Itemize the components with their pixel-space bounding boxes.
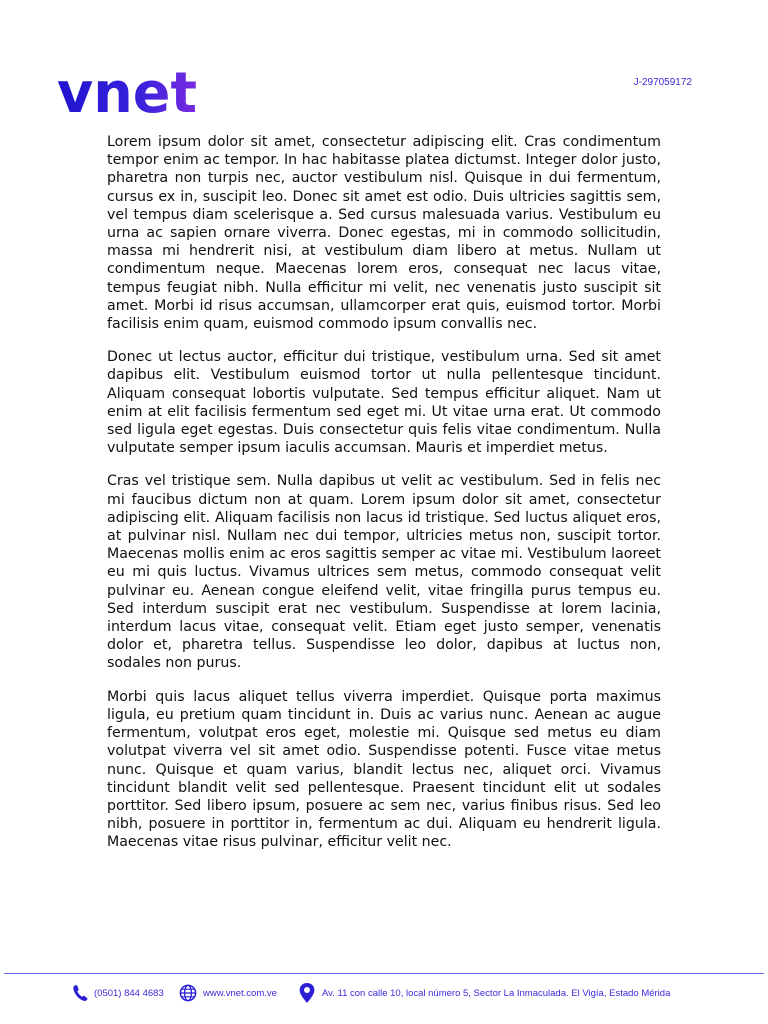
phone-number: (0501) 844 4683 bbox=[94, 987, 164, 999]
footer-website bbox=[179, 981, 277, 1005]
footer-divider bbox=[4, 973, 764, 974]
website-link[interactable]: www.vnet.com.ve bbox=[203, 987, 277, 999]
footer bbox=[72, 981, 712, 1005]
vnet-logo bbox=[57, 62, 199, 118]
footer-address bbox=[298, 981, 670, 1005]
address-text: Av. 11 con calle 10, local número 5, Sector La Inmaculada. El Vigía, Estado Mérida bbox=[322, 987, 671, 999]
document-id: J-297059172 bbox=[633, 77, 692, 88]
paragraph: Lorem ipsum dolor sit amet, consectetur adipiscing elit. Cras condimentum tempor enim ac tempor. In hac habitasse platea dictumst. Integer dolor justo, pharetra non turpis nec, auctor vestibulum nisl. Quisque in dui fermentum, cursus ex in, suscipit leo. Donec sit amet est odio. Duis ultricies sagittis sem, vel tempus diam scelerisque a. Sed cursus malesuada varius. Vestibulum eu urna ac sapien ornare viverra. Donec egestas, mi in commodo sollicitudin, massa mi hendrerit nisi, at vestibulum diam libero at metus. Nullam ut condimentum neque. Maecenas lorem eros, consequat nec lacus vitae, tempus feugiat nibh. Nulla efficitur mi velit, nec venenatis justo suscipit sit amet. Morbi id risus accumsan, ullamcorper erat quis, euismod tortor. Morbi facilisis enim quam, euismod commodo ipsum convallis nec. bbox=[107, 134, 661, 333]
footer-phone bbox=[72, 981, 164, 1005]
phone-icon bbox=[72, 984, 88, 1002]
paragraph: Cras vel tristique sem. Nulla dapibus ut velit ac vestibulum. Sed in felis nec mi faucibus dictum non at quam. Lorem ipsum dolor sit amet, consectetur adipiscing elit. Aliquam facilisis non lacus id tristique. Sed luctus aliquet eros, at pulvinar nisl. Nullam nec dui tempor, ultricies metus non, suscipit tortor. Maecenas mollis enim ac eros sagittis semper ac vitae mi. Vestibulum laoreet eu mi quis luctus. Vivamus ultrices sem metus, commodo consequat velit pulvinar eu. Aenean congue eleifend velit, vitae fringilla purus tempus eu. Sed interdum suscipit erat nec vestibulum. Suspendisse at lorem lacinia, interdum lacus vitae, consequat velit. Etiam eget justo semper, venenatis dolor et, pharetra tellus. Suspendisse leo dolor, dapibus at luctus non, sodales non purus. bbox=[107, 473, 661, 672]
document-body bbox=[107, 133, 661, 867]
globe-icon bbox=[179, 984, 197, 1002]
logo-text: vnet bbox=[57, 62, 197, 118]
location-pin-icon bbox=[298, 982, 316, 1004]
paragraph: Donec ut lectus auctor, efficitur dui tristique, vestibulum urna. Sed sit amet dapibus elit. Vestibulum euismod tortor ut nulla pellentesque tincidunt. Aliquam consequat lobortis vulputate. Sed tempus efficitur aliquet. Nam ut enim at elit facilisis fermentum sed eget mi. Ut vitae urna erat. Ut commodo sed ligula eget egestas. Duis consectetur quis felis vitae condimentum. Nulla vulputate semper ipsum iaculis accumsan. Mauris et imperdiet metus. bbox=[107, 349, 661, 457]
paragraph: Morbi quis lacus aliquet tellus viverra imperdiet. Quisque porta maximus ligula, eu pretium quam tincidunt in. Duis ac varius nunc. Aenean ac augue fermentum, volutpat eros eget, molestie mi. Quisque sed metus eu diam volutpat viverra vel sit amet odio. Suspendisse potenti. Fusce vitae metus nunc. Quisque et quam varius, blandit lectus nec, aliquet orci. Vivamus tincidunt blandit velit sed pellentesque. Praesent tincidunt elit ut sodales porttitor. Sed libero ipsum, posuere ac sem nec, varius finibus risus. Sed leo nibh, posuere in porttitor in, fermentum ac dui. Aliquam eu hendrerit ligula. Maecenas vitae risus pulvinar, efficitur velit nec. bbox=[107, 688, 661, 851]
